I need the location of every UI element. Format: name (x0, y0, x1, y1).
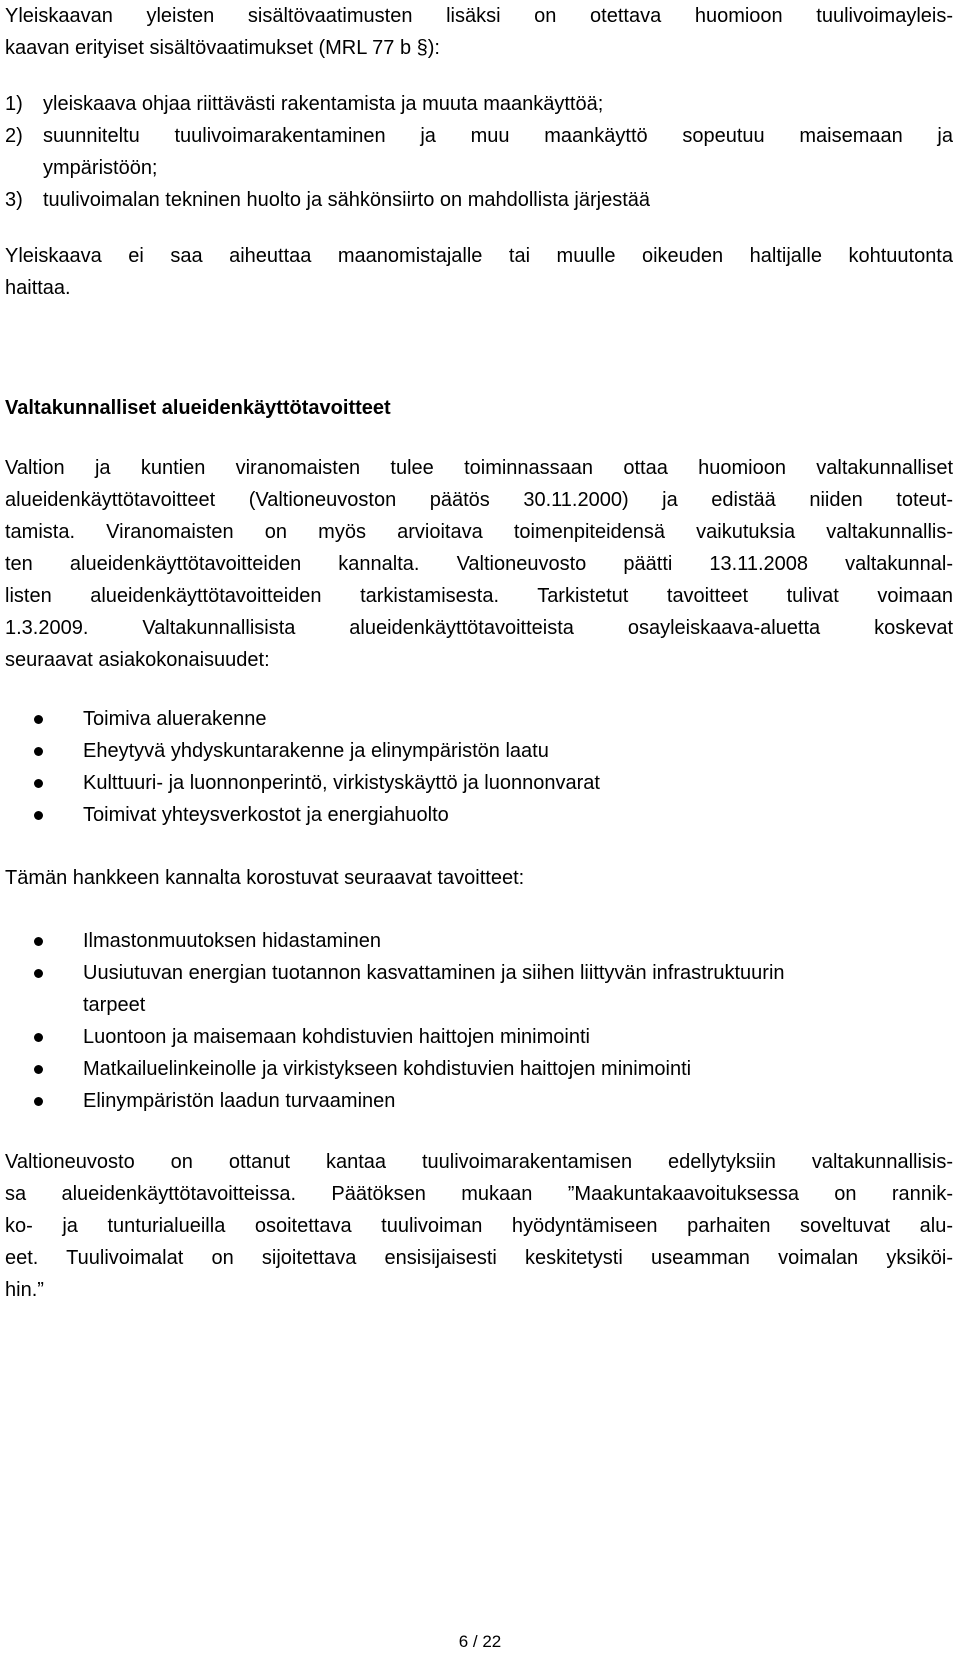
section-paragraph-line: tamista. Viranomaisten on myös arvioitava toimenpiteidensä vaikutuksia valtakunnallis- (5, 521, 953, 543)
project-goals-intro: Tämän hankkeen kannalta korostuvat seuraavat tavoitteet: (5, 867, 525, 889)
section-paragraph-line: 1.3.2009. Valtakunnallisista alueidenkäyttötavoitteista osayleiskaava-aluetta koskevat (5, 617, 953, 639)
list-item: Matkailuelinkeinolle ja virkistykseen kohdistuvien haittojen minimointi (83, 1058, 692, 1080)
bullet-icon (34, 715, 43, 724)
intro-line-2: kaavan erityiset sisältövaatimukset (MRL 77 b §): (5, 37, 440, 59)
harm-line-1: Yleiskaava ei saa aiheuttaa maanomistajalle tai muulle oikeuden haltijalle kohtuutonta (5, 245, 953, 267)
section-paragraph-line: Valtion ja kuntien viranomaisten tulee toiminnassaan ottaa huomioon valtakunnalliset (5, 457, 953, 479)
requirement-text: suunniteltu tuulivoimarakentaminen ja muu maankäyttö sopeutuu maisemaan ja (43, 125, 953, 147)
requirement-item (5, 120, 953, 152)
list-item: Toimivat yhteysverkostot ja energiahuolto (83, 804, 449, 826)
bullet-icon (34, 747, 43, 756)
list-item: Toimiva aluerakenne (83, 708, 267, 730)
list-item: Ilmastonmuutoksen hidastaminen (83, 930, 381, 952)
requirement-number: 2) (5, 125, 23, 147)
bullet-icon (34, 1097, 43, 1106)
section-paragraph-line: ten alueidenkäyttötavoitteiden kannalta. Valtioneuvosto päätti 13.11.2008 valtakunnal- (5, 553, 953, 575)
document-page (5, 0, 955, 1669)
bullet-icon (34, 779, 43, 788)
bullet-icon (34, 811, 43, 820)
bullet-icon (34, 937, 43, 946)
requirement-text: tuulivoimalan tekninen huolto ja sähkönsiirto on mahdollista järjestää (43, 189, 651, 211)
requirement-number: 1) (5, 93, 23, 115)
requirement-text: yleiskaava ohjaa riittävästi rakentamista ja muuta maankäyttöä; (43, 93, 604, 115)
section-paragraph-line: listen alueidenkäyttötavoitteiden tarkistamisesta. Tarkistetut tavoitteet tulivat voimaan (5, 585, 953, 607)
bullet-icon (34, 1033, 43, 1042)
section-paragraph-line: seuraavat asiakokonaisuudet: (5, 649, 270, 671)
list-item: Elinympäristön laadun turvaaminen (83, 1090, 396, 1112)
requirement-text-continued: ympäristöön; (43, 157, 158, 179)
harm-line-2: haittaa. (5, 277, 71, 299)
bullet-icon (34, 969, 43, 978)
list-item: Kulttuuri- ja luonnonperintö, virkistyskäyttö ja luonnonvarat (83, 772, 600, 794)
closing-line: Valtioneuvosto on ottanut kantaa tuulivoimarakentamisen edellytyksiin valtakunnallisis- (5, 1151, 953, 1173)
closing-line: ko- ja tunturialueilla osoitettava tuulivoiman hyödyntämiseen parhaiten soveltuvat alu- (5, 1215, 953, 1237)
bullet-icon (34, 1065, 43, 1074)
section-heading: Valtakunnalliset alueidenkäyttötavoitteet (5, 397, 391, 419)
closing-line: hin.” (5, 1279, 44, 1301)
list-item: Luontoon ja maisemaan kohdistuvien haittojen minimointi (83, 1026, 590, 1048)
section-paragraph-line: alueidenkäyttötavoitteet (Valtioneuvoston päätös 30.11.2000) ja edistää niiden toteut- (5, 489, 953, 511)
list-item-continued: tarpeet (83, 994, 146, 1016)
closing-line: eet. Tuulivoimalat on sijoitettava ensisijaisesti keskitetysti useamman voimalan yksiköi- (5, 1247, 953, 1269)
page-number: 6 / 22 (458, 1632, 502, 1651)
closing-line: sa alueidenkäyttötavoitteissa. Päätöksen mukaan ”Maakuntakaavoituksessa on rannik- (5, 1183, 953, 1205)
intro-line-1: Yleiskaavan yleisten sisältövaatimusten lisäksi on otettava huomioon tuulivoimayleis- (5, 5, 953, 27)
list-item: Uusiutuvan energian tuotannon kasvattaminen ja siihen liittyvän infrastruktuurin (83, 962, 785, 984)
requirement-number: 3) (5, 189, 23, 211)
list-item: Eheytyvä yhdyskuntarakenne ja elinympäristön laatu (83, 740, 549, 762)
